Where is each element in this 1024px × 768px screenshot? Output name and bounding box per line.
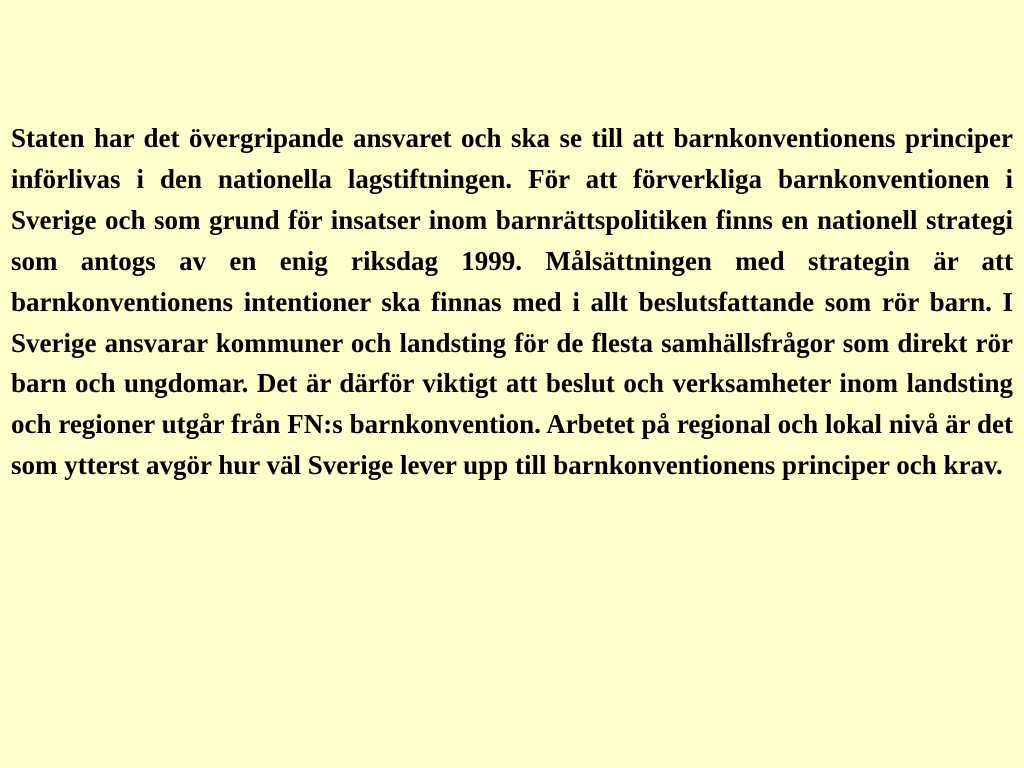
slide-body-paragraph: Staten har det övergripande ansvaret och ska se till att barnkonventionens principer införlivas i den nationella lagstiftningen. För att förverkliga barnkonventionen i Sverige och som grund för insatser inom barnrättspolitiken finns en nationell strategi som antogs av en enig riksdag 1999. Målsättningen med strategin är att barnkonventionens intentioner ska finnas med i allt beslutsfattande som rör barn. I Sverige ansvarar kommuner och landsting för de flesta samhällsfrågor som direkt rör barn och ungdomar. Det är därför viktigt att beslut och verksamheter inom landsting och regioner utgår från FN:s barnkonvention. Arbetet på regional och lokal nivå är det som ytterst avgör hur väl Sverige lever upp till barnkonventionens principer och krav.: [11, 123, 1013, 481]
